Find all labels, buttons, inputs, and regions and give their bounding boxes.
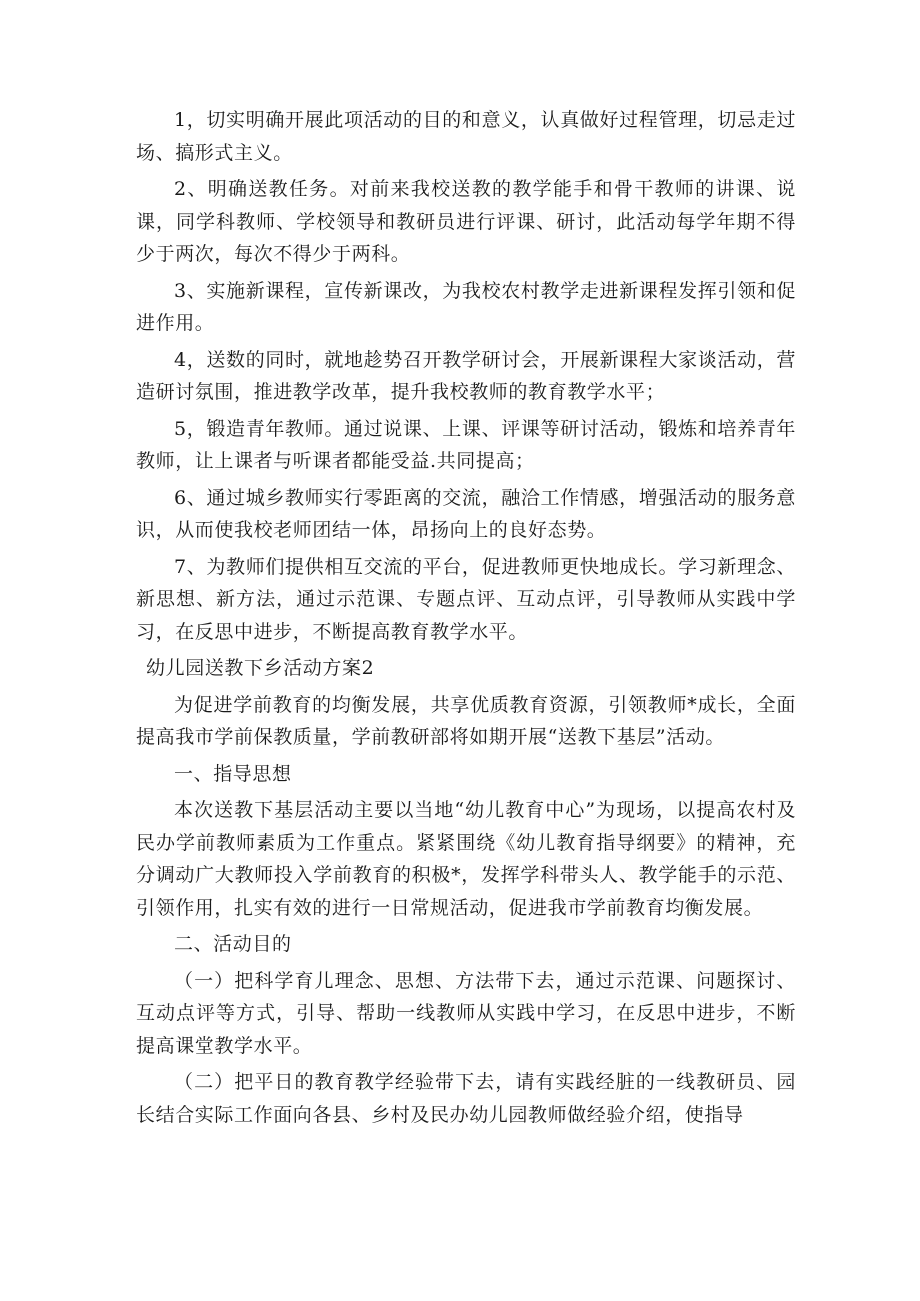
subheading-activity-purpose: 二、活动目的 (174, 933, 292, 955)
section-heading: 幼儿园送教下乡活动方案2 (146, 657, 375, 679)
paragraph-1: 1，切实明确开展此项活动的目的和意义，认真做好过程管理，切忌走过场、搞形式主义。 (136, 109, 796, 164)
paragraph-5: 5，锻造青年教师。通过说课、上课、评课等研讨活动，锻炼和培养青年教师，让上课者与听课者都能受益.共同提高； (136, 417, 796, 472)
paragraph-8: 为促进学前教育的均衡发展，共享优质教育资源，引领教师*成长，全面提高我市学前保教质量，学前教研部将如期开展“送教下基层”活动。 (136, 693, 796, 748)
document-body (136, 104, 796, 1131)
paragraph-2: 2、明确送教任务。对前来我校送教的教学能手和骨干教师的讲课、说课，同学科教师、学校领导和教研员进行评课、研讨，此活动每学年期不得少于两次，每次不得少于两科。 (136, 178, 796, 265)
subheading-guiding-ideology: 一、指导思想 (174, 762, 292, 785)
paragraph-7: 7、为教师们提供相互交流的平台，促进教师更快地成长。学习新理念、新思想、新方法，通过示范课、专题点评、互动点评，引导教师从实践中学习，在反思中进步，不断提高教育教学水平。 (136, 555, 796, 643)
paragraph-4: 4，送数的同时，就地趁势召开教学研讨会，开展新课程大家谈活动，营造研讨氛围，推进教学改革，提升我校教师的教育教学水平； (136, 348, 796, 403)
paragraph-11: （二）把平日的教育教学经验带下去，请有实践经脏的一线教研员、园长结合实际工作面向各县、乡村及民办幼儿园教师做经验介绍，使指导 (136, 1071, 796, 1126)
paragraph-3: 3、实施新课程，宣传新课改，为我校农村教学走进新课程发挥引领和促进作用。 (136, 279, 796, 334)
paragraph-9: 本次送教下基层活动主要以当地“幼儿教育中心”为现场，以提高农村及民办学前教师素质为工作重点。紧紧围绕《幼儿教育指导纲要》的精神，充分调动广大教师投入学前教育的积极*，发挥学科带头人、教学能手的示范、引领作用，扎实有效的进行一日常规活动，促进我市学前教育均衡发展。 (136, 799, 796, 919)
paragraph-10: （一）把科学育儿理念、思想、方法带下去，通过示范课、问题探讨、互动点评等方式，引导、帮助一线教师从实践中学习，在反思中进步，不断提高课堂教学水平。 (136, 969, 796, 1057)
paragraph-6: 6、通过城乡教师实行零距离的交流，融洽工作情感，增强活动的服务意识，从而使我校老师团结一体，昂扬向上的良好态势。 (136, 486, 796, 541)
